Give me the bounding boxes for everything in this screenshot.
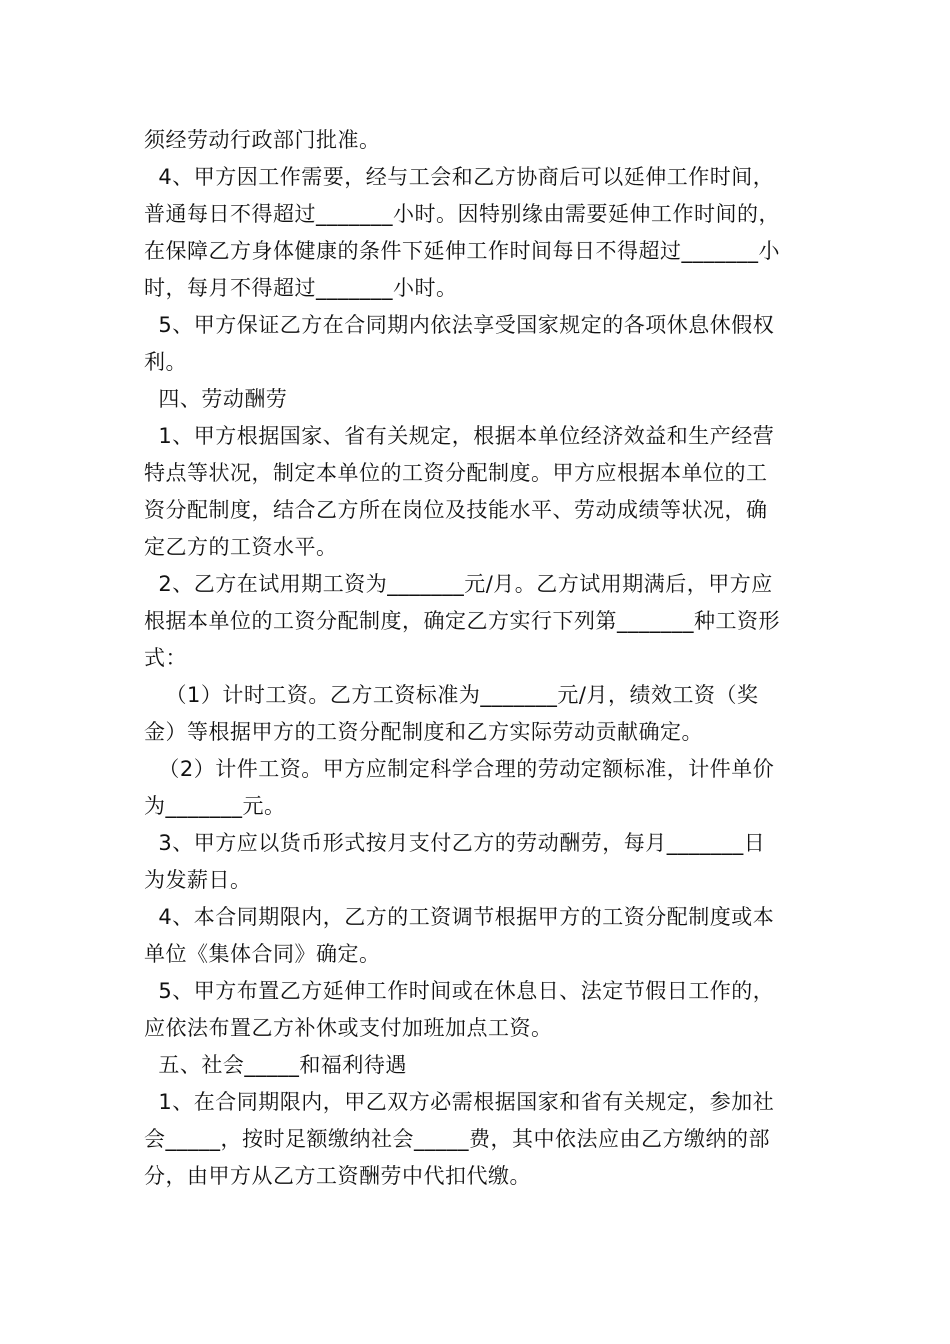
text-line: 普通每日不得超过_______小时。因特别缘由需要延伸工作时间的， — [144, 202, 780, 226]
text-line: 3、甲方应以货币形式按月支付乙方的劳动酬劳，每月_______日 — [144, 831, 766, 855]
text-line: （1）计时工资。乙方工资标准为_______元/月，绩效工资（奖 — [144, 683, 759, 707]
text-line: 为发薪日。 — [144, 868, 252, 892]
document-body — [144, 122, 810, 1195]
text-line: 特点等状况，制定本单位的工资分配制度。甲方应根据本单位的工 — [144, 461, 768, 485]
text-line: 时，每月不得超过_______小时。 — [144, 276, 458, 300]
text-line: 单位《集体合同》确定。 — [144, 942, 381, 966]
text-line: 应依法布置乙方补休或支付加班加点工资。 — [144, 1016, 553, 1040]
text-line: 资分配制度，结合乙方所在岗位及技能水平、劳动成绩等状况，确 — [144, 498, 768, 522]
section-heading: 五、社会_____和福利待遇 — [144, 1053, 407, 1077]
text-line: 为_______元。 — [144, 794, 286, 818]
text-line: 4、甲方因工作需要，经与工会和乙方协商后可以延伸工作时间， — [144, 165, 775, 189]
text-line: 5、甲方布置乙方延伸工作时间或在休息日、法定节假日工作的， — [144, 979, 775, 1003]
text-line: 定乙方的工资水平。 — [144, 535, 338, 559]
text-line: 须经劳动行政部门批准。 — [144, 128, 381, 152]
text-line: 金）等根据甲方的工资分配制度和乙方实际劳动贡献确定。 — [144, 720, 703, 744]
text-line: 会_____，按时足额缴纳社会_____费，其中依法应由乙方缴纳的部 — [144, 1127, 770, 1151]
section-heading: 四、劳动酬劳 — [144, 387, 288, 411]
text-line: 1、在合同期限内，甲乙双方必需根据国家和省有关规定，参加社 — [144, 1090, 775, 1114]
text-line: 2、乙方在试用期工资为_______元/月。乙方试用期满后，甲方应 — [144, 572, 773, 596]
text-line: 在保障乙方身体健康的条件下延伸工作时间每日不得超过_______小 — [144, 239, 780, 263]
text-line: 4、本合同期限内，乙方的工资调节根据甲方的工资分配制度或本 — [144, 905, 775, 929]
text-line: 利。 — [144, 350, 187, 374]
text-line: （2）计件工资。甲方应制定科学合理的劳动定额标准，计件单价 — [144, 757, 775, 781]
text-line: 根据本单位的工资分配制度，确定乙方实行下列第_______种工资形 — [144, 609, 780, 633]
text-line: 分，由甲方从乙方工资酬劳中代扣代缴。 — [144, 1164, 531, 1188]
text-line: 1、甲方根据国家、省有关规定，根据本单位经济效益和生产经营 — [144, 424, 775, 448]
text-line: 5、甲方保证乙方在合同期内依法享受国家规定的各项休息休假权 — [144, 313, 775, 337]
text-line: 式： — [144, 646, 187, 670]
